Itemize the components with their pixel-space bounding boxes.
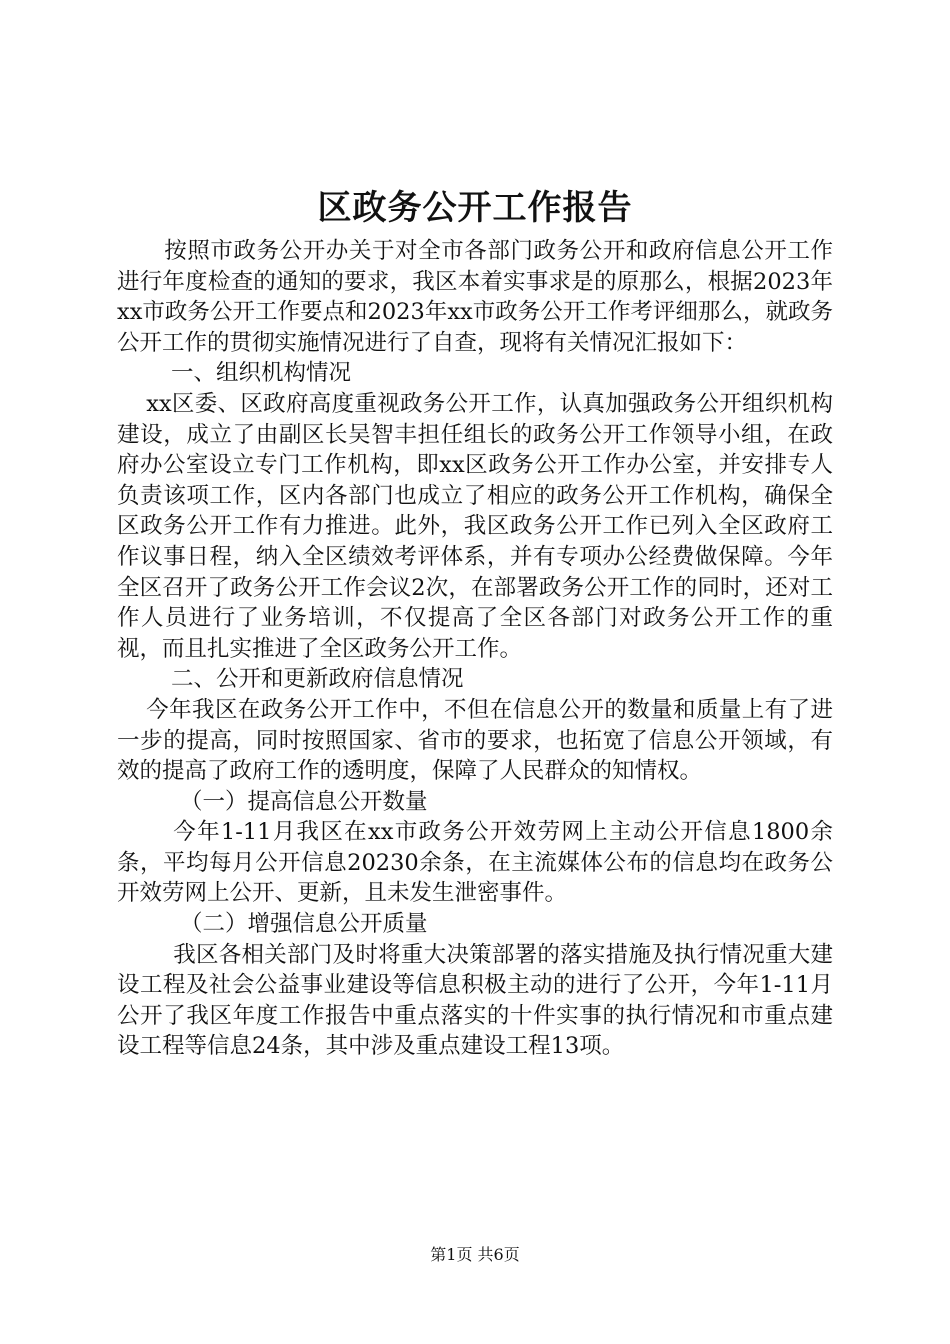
intro-paragraph: 按照市政务公开办关于对全市各部门政务公开和政府信息公开工作进行年度检查的通知的要求，我区本着实事求是的原那么，根据2023年xx市政务公开工作要点和2023年xx市政务公开工作考评细那么，就政务公开工作的贯彻实施情况进行了自查，现将有关情况汇报如下： bbox=[117, 238, 833, 356]
subsection-heading-quality: （二）增强信息公开质量 bbox=[180, 911, 428, 938]
section-heading-disclosure: 二、公开和更新政府信息情况 bbox=[171, 666, 464, 693]
subsection-heading-quantity: （一）提高信息公开数量 bbox=[180, 788, 428, 815]
organization-paragraph: xx区委、区政府高度重视政务公开工作，认真加强政务公开组织机构建设，成立了由副区长吴智丰担任组长的政务公开工作领导小组，在政府办公室设立专门工作机构，即xx区政务公开工作办公室，并安排专人负责该项工作，区内各部门也成立了相应的政务公开工作机构，确保全区政务公开工作有力推进。此外，我区政务公开工作已列入全区政府工作议事日程，纳入全区绩效考评体系，并有专项办公经费做保障。今年全区召开了政务公开工作会议2次，在部署政务公开工作的同时，还对工作人员进行了业务培训，不仅提高了全区各部门对政务公开工作的重视，而且扎实推进了全区政务公开工作。 bbox=[117, 390, 833, 662]
quality-paragraph: 我区各相关部门及时将重大决策部署的落实措施及执行情况重大建设工程及社会公益事业建设等信息积极主动的进行了公开，今年1-11月公开了我区年度工作报告中重点落实的十件实事的执行情况和市重点建设工程等信息24条，其中涉及重点建设工程13项。 bbox=[117, 941, 833, 1060]
document-body bbox=[117, 236, 833, 1062]
section-heading-organization: 一、组织机构情况 bbox=[171, 360, 352, 387]
document-title: 区政务公开工作报告 bbox=[317, 188, 633, 228]
quantity-paragraph: 今年1-11月我区在xx市政务公开效劳网上主动公开信息1800余条，平均每月公开信息20230余条，在主流媒体公布的信息均在政务公开效劳网上公开、更新，且未发生泄密事件。 bbox=[117, 819, 833, 907]
page-footer: 第1页 共6页 bbox=[430, 1245, 520, 1264]
disclosure-paragraph: 今年我区在政务公开工作中，不但在信息公开的数量和质量上有了进一步的提高，同时按照国家、省市的要求，也拓宽了信息公开领域，有效的提高了政府工作的透明度，保障了人民群众的知情权。 bbox=[117, 696, 833, 785]
